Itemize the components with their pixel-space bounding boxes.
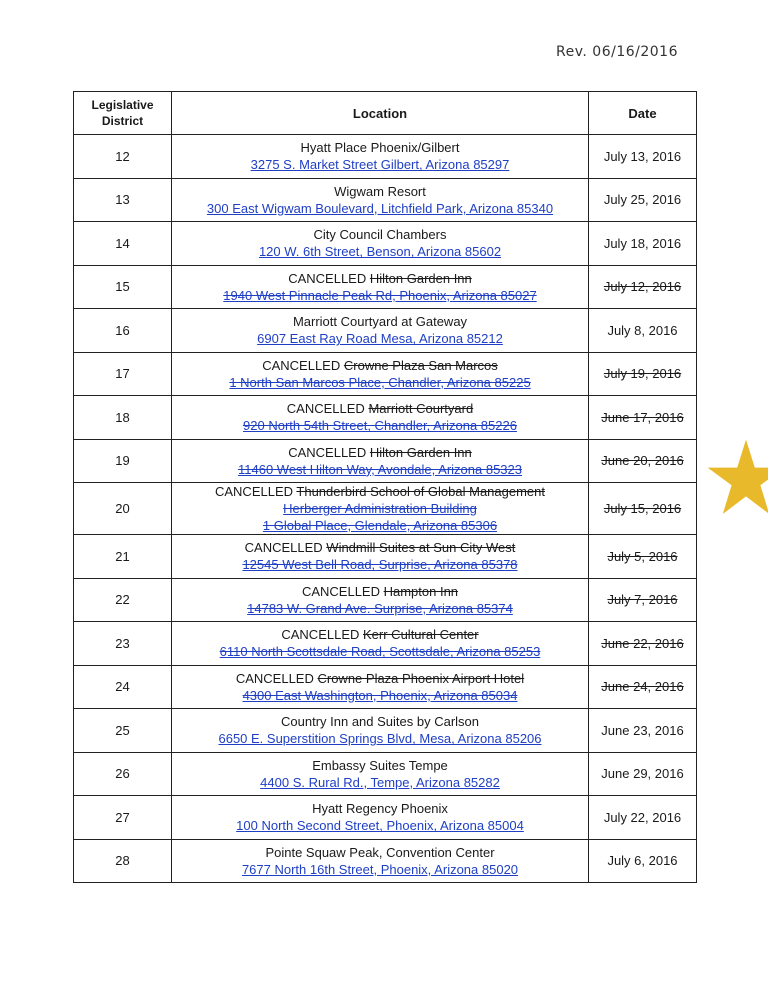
meeting-schedule-table (73, 91, 697, 883)
cancelled-label: CANCELLED (244, 540, 323, 556)
cancelled-label: CANCELLED (281, 627, 360, 643)
address-line (172, 287, 588, 304)
date-cell (589, 483, 697, 535)
venue-name: Crowne Plaza San Marcos (343, 357, 498, 373)
table-row (74, 309, 697, 353)
district-cell: 20 (74, 483, 172, 535)
location-cell (172, 352, 589, 396)
address-link[interactable]: 100 North Second Street, Phoenix, Arizona 85004 (236, 818, 524, 834)
address-link[interactable]: 6650 E. Superstition Springs Blvd, Mesa, Arizona 85206 (218, 731, 542, 747)
venue-name: Hampton Inn (383, 583, 459, 599)
meeting-date: June 24, 2016 (601, 679, 684, 695)
star-icon (706, 438, 768, 518)
address-line (172, 643, 588, 660)
address-link[interactable]: 4300 East Washington, Phoenix, Arizona 85034 (242, 687, 518, 703)
address-line (172, 556, 588, 573)
address-link[interactable]: 6110 North Scottsdale Road, Scottsdale, Arizona 85253 (219, 644, 541, 660)
cancelled-label: CANCELLED (235, 670, 314, 686)
address-link[interactable]: 11460 West Hilton Way, Avondale, Arizona 85323 (237, 461, 522, 477)
address-link[interactable]: 6907 East Ray Road Mesa, Arizona 85212 (257, 331, 503, 347)
header-legislative-district: Legislative District (74, 92, 172, 135)
venue-name: Hyatt Place Phoenix/Gilbert (300, 140, 460, 156)
cancelled-label: CANCELLED (288, 270, 367, 286)
venue-line (172, 226, 588, 243)
cancelled-label: CANCELLED (301, 583, 380, 599)
table-row (74, 752, 697, 796)
location-cell (172, 622, 589, 666)
address-link[interactable]: 3275 S. Market Street Gilbert, Arizona 85297 (250, 157, 510, 173)
venue-name: Marriott Courtyard at Gateway (292, 314, 468, 330)
table-row (74, 709, 697, 753)
district-cell: 26 (74, 752, 172, 796)
address-link[interactable]: 1 Global Place, Glendale, Arizona 85306 (262, 518, 498, 533)
cancelled-label: CANCELLED (214, 484, 294, 499)
header-location: Location (172, 92, 589, 135)
meeting-date: June 23, 2016 (601, 722, 684, 738)
district-cell: 28 (74, 839, 172, 883)
address-link[interactable]: 1940 West Pinnacle Peak Rd, Phoenix, Arizona 85027 (223, 287, 537, 303)
header-date: Date (589, 92, 697, 135)
venue-line (172, 670, 588, 687)
venue-line (172, 270, 588, 287)
address-link[interactable]: 920 North 54th Street, Chandler, Arizona 85226 (243, 418, 517, 434)
address-link[interactable]: 7677 North 16th Street, Phoenix, Arizona 85020 (241, 861, 519, 877)
district-cell: 25 (74, 709, 172, 753)
address-line (172, 156, 588, 173)
address-line (172, 374, 588, 391)
cancelled-label: CANCELLED (288, 444, 367, 460)
meeting-date: June 22, 2016 (601, 635, 684, 651)
venue-line (172, 626, 588, 643)
address-link[interactable]: 120 W. 6th Street, Benson, Arizona 85602 (258, 244, 502, 260)
address-line (172, 600, 588, 617)
address-line (172, 200, 588, 217)
date-cell (589, 439, 697, 483)
venue-line (172, 800, 588, 817)
address-link[interactable]: 14783 W. Grand Ave. Surprise, Arizona 85374 (247, 600, 513, 616)
location-cell (172, 222, 589, 266)
date-cell (589, 396, 697, 440)
date-cell (589, 622, 697, 666)
location-cell (172, 709, 589, 753)
venue-line (172, 757, 588, 774)
table-row (74, 135, 697, 179)
venue-line (172, 183, 588, 200)
date-cell (589, 535, 697, 579)
address-link[interactable]: 4400 S. Rural Rd., Tempe, Arizona 85282 (260, 774, 500, 790)
district-cell: 22 (74, 578, 172, 622)
district-cell: 19 (74, 439, 172, 483)
venue-name: Hilton Garden Inn (369, 270, 472, 286)
location-cell (172, 135, 589, 179)
table-header-row (74, 92, 697, 135)
venue-line (172, 444, 588, 461)
address-line (172, 861, 588, 878)
venue-name: Kerr Cultural Center (363, 627, 479, 643)
table-row (74, 439, 697, 483)
district-cell: 15 (74, 265, 172, 309)
venue-name: Thunderbird School of Global Management (296, 484, 545, 499)
table-row (74, 352, 697, 396)
district-cell: 16 (74, 309, 172, 353)
venue-line (172, 583, 588, 600)
date-cell (589, 178, 697, 222)
cancelled-label: CANCELLED (262, 357, 341, 373)
venue-line (172, 400, 588, 417)
date-cell (589, 352, 697, 396)
meeting-date: June 17, 2016 (601, 409, 684, 425)
date-cell (589, 309, 697, 353)
table-body (74, 135, 697, 883)
revision-date: Rev. 06/16/2016 (555, 44, 678, 60)
meeting-date: June 20, 2016 (601, 453, 684, 469)
venue-building-link[interactable]: Herberger Administration Building (283, 501, 477, 516)
location-cell (172, 665, 589, 709)
address-line (172, 330, 588, 347)
venue-name: Country Inn and Suites by Carlson (281, 714, 479, 730)
table-row (74, 578, 697, 622)
district-cell: 24 (74, 665, 172, 709)
location-cell (172, 752, 589, 796)
location-cell (172, 178, 589, 222)
table-row (74, 622, 697, 666)
district-cell: 18 (74, 396, 172, 440)
venue-line (172, 844, 588, 861)
address-line (172, 461, 588, 478)
table-row (74, 396, 697, 440)
table-row (74, 222, 697, 266)
date-cell (589, 578, 697, 622)
address-line (172, 817, 588, 834)
location-cell (172, 578, 589, 622)
venue-name: Embassy Suites Tempe (312, 757, 448, 773)
meeting-date: July 7, 2016 (607, 592, 678, 608)
meeting-date: July 8, 2016 (607, 322, 678, 338)
cancelled-label: CANCELLED (286, 401, 365, 417)
venue-line (172, 357, 588, 374)
table-row (74, 839, 697, 883)
location-cell (172, 483, 589, 535)
venue-line (172, 483, 588, 500)
venue-name: Crowne Plaza Phoenix Airport Hotel (317, 670, 525, 686)
date-cell (589, 752, 697, 796)
table-row (74, 796, 697, 840)
address-link[interactable]: 300 East Wigwam Boulevard, Litchfield Park, Arizona 85340 (206, 200, 554, 216)
district-cell: 12 (74, 135, 172, 179)
venue-name: Hyatt Regency Phoenix (312, 801, 448, 817)
venue-name: Wigwam Resort (334, 183, 426, 199)
date-cell (589, 665, 697, 709)
meeting-date: July 25, 2016 (603, 192, 682, 208)
address-link[interactable]: 1 North San Marcos Place, Chandler, Arizona 85225 (229, 374, 531, 390)
table-row (74, 178, 697, 222)
meeting-date: July 12, 2016 (603, 279, 682, 295)
location-cell (172, 309, 589, 353)
district-cell: 21 (74, 535, 172, 579)
venue-name: Marriott Courtyard (368, 401, 474, 417)
address-line (172, 774, 588, 791)
date-cell (589, 796, 697, 840)
location-cell (172, 265, 589, 309)
address-line (172, 517, 588, 534)
meeting-date: July 15, 2016 (603, 501, 682, 516)
table-row (74, 265, 697, 309)
venue-line (172, 139, 588, 156)
meeting-date: July 5, 2016 (607, 548, 678, 564)
date-cell (589, 135, 697, 179)
venue-line (172, 539, 588, 556)
table-row (74, 535, 697, 579)
meeting-date: July 18, 2016 (603, 235, 682, 251)
district-cell: 14 (74, 222, 172, 266)
address-line (172, 730, 588, 747)
meeting-date: July 6, 2016 (607, 853, 678, 869)
table-row (74, 483, 697, 535)
date-cell (589, 709, 697, 753)
venue-line (172, 313, 588, 330)
venue-name: Hilton Garden Inn (369, 444, 472, 460)
location-cell (172, 439, 589, 483)
location-cell (172, 535, 589, 579)
district-cell: 23 (74, 622, 172, 666)
location-cell (172, 796, 589, 840)
star-shape (708, 440, 768, 514)
date-cell (589, 265, 697, 309)
address-line (172, 243, 588, 260)
district-cell: 13 (74, 178, 172, 222)
district-cell: 27 (74, 796, 172, 840)
meeting-date: June 29, 2016 (601, 766, 684, 782)
address-line (172, 687, 588, 704)
district-cell: 17 (74, 352, 172, 396)
location-cell (172, 396, 589, 440)
date-cell (589, 839, 697, 883)
table-row (74, 665, 697, 709)
venue-sub-line (172, 500, 588, 517)
venue-name: Pointe Squaw Peak, Convention Center (265, 844, 495, 860)
venue-name: Windmill Suites at Sun City West (326, 540, 516, 556)
meeting-date: July 13, 2016 (603, 148, 682, 164)
venue-line (172, 713, 588, 730)
venue-name: City Council Chambers (313, 227, 447, 243)
address-link[interactable]: 12545 West Bell Road, Surprise, Arizona 85378 (242, 557, 518, 573)
meeting-date: July 19, 2016 (603, 366, 682, 382)
address-line (172, 417, 588, 434)
meeting-date: July 22, 2016 (603, 809, 682, 825)
date-cell (589, 222, 697, 266)
location-cell (172, 839, 589, 883)
